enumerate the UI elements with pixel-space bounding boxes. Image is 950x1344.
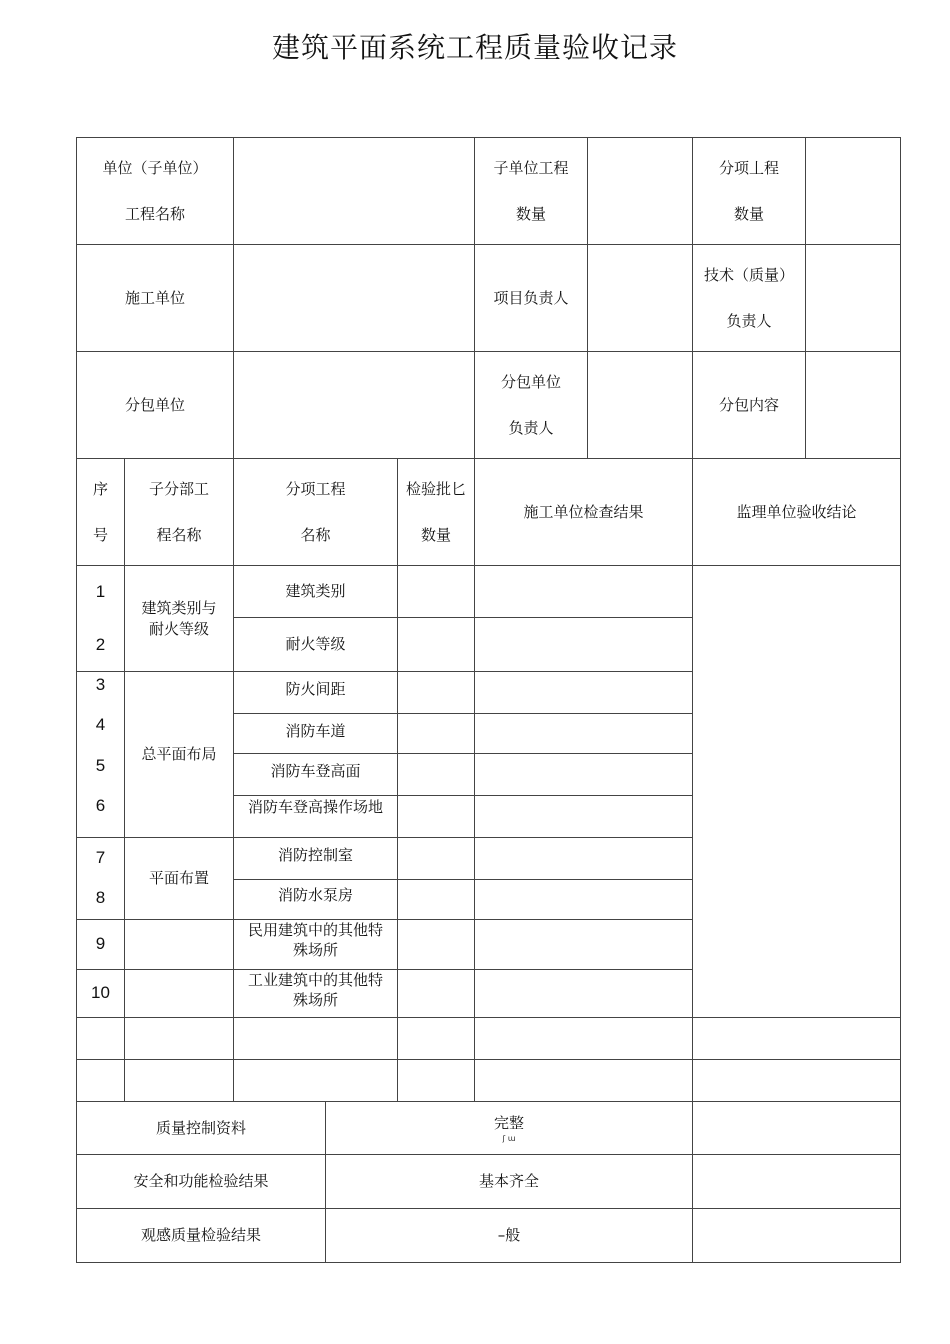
item-count-label: [693, 138, 805, 244]
safety-results-value[interactable]: 基本齐全: [478, 1172, 539, 1191]
item-name: 消防车登高操作场地: [247, 797, 383, 816]
col-acceptance-header: 监理单位验收结论: [736, 502, 857, 521]
project-manager-value[interactable]: [588, 245, 692, 351]
item-name-line2: 殊场所: [292, 941, 338, 959]
item-name: 消防车登高面: [270, 761, 361, 780]
tech-manager-label: [693, 245, 805, 351]
sub-content-value[interactable]: [806, 352, 900, 458]
col-batch-header: [398, 459, 474, 565]
item-name: 建筑类别: [285, 582, 346, 601]
quality-docs-value-text: 完整: [493, 1113, 524, 1132]
col-subdivision-header: [125, 459, 233, 565]
sub-manager-label-line2: 负责人: [508, 419, 554, 437]
col-seq-header: [77, 459, 124, 565]
subcontractor-value[interactable]: [234, 352, 474, 458]
item-name: 耐火等级: [285, 635, 346, 654]
tech-manager-label-line1: 技术（质量）: [703, 265, 794, 284]
unit-name-value[interactable]: [234, 138, 474, 244]
appearance-value[interactable]: –般: [497, 1226, 521, 1245]
col-item-header: [234, 459, 397, 565]
item-count-label-line1: 分项丄程: [718, 158, 779, 177]
col-item-header-line1: 分项工程: [285, 479, 346, 498]
sub-unit-count-label: [475, 138, 587, 244]
col-check-result-header: 施工单位检查结果: [523, 502, 644, 521]
tech-manager-value[interactable]: [806, 245, 900, 351]
row-number: 1: [95, 581, 106, 601]
col-batch-header-line1: 检验批匕: [405, 479, 466, 498]
item-name: 消防车道: [285, 721, 346, 740]
row-number: 9: [95, 934, 106, 954]
col-seq-header-line2: 号: [92, 526, 108, 544]
group-site-layout: 总平面布局: [141, 745, 217, 764]
sub-manager-label-line1: 分包单位: [500, 372, 561, 391]
row-number: 8: [95, 887, 106, 907]
construction-unit-label: 施工单位: [124, 288, 185, 307]
sub-unit-count-value[interactable]: [588, 138, 692, 244]
group-building-category-line2: 耐火等级: [148, 619, 209, 638]
unit-name-label-line1: 单位（子单位）: [102, 158, 208, 177]
col-batch-header-line2: 数量: [420, 526, 451, 544]
row-number: 3: [95, 674, 106, 694]
col-subdivision-header-line1: 子分部工: [148, 479, 209, 498]
row-number: 10: [91, 983, 110, 1003]
item-name: 消防控制室: [277, 845, 353, 864]
sub-unit-count-label-line1: 子单位工程: [493, 158, 569, 177]
item-name-line1: 民用建筑中的其他特: [247, 920, 383, 939]
item-name: [234, 970, 397, 1010]
item-name: 消防水泵房: [277, 885, 353, 904]
page-title: 建筑平面系统工程质量验收记录: [271, 31, 678, 64]
construction-unit-value[interactable]: [234, 245, 474, 351]
quality-docs-value[interactable]: [326, 1102, 692, 1154]
project-manager-label: 项目负责人: [493, 288, 569, 307]
unit-name-label: [77, 138, 233, 244]
group-building-category-line1: 建筑类别与: [141, 599, 217, 618]
sub-manager-value[interactable]: [588, 352, 692, 458]
col-item-header-line2: 名称: [300, 526, 331, 544]
row-number: 7: [95, 847, 106, 867]
row-number: 5: [95, 755, 106, 775]
row-number: 4: [95, 714, 106, 734]
sub-manager-label: [475, 352, 587, 458]
sub-content-label: 分包内容: [718, 395, 779, 414]
row-number: 2: [95, 634, 106, 654]
group-building-category: [125, 566, 233, 671]
row-number: 6: [95, 795, 106, 815]
group-floor-layout: 平面布置: [148, 869, 209, 888]
col-subdivision-header-line2: 程名称: [156, 526, 202, 544]
safety-results-label: 安全和功能检验结果: [133, 1172, 269, 1191]
item-name: 防火间距: [285, 679, 346, 698]
unit-name-label-line2: 工程名称: [124, 205, 185, 223]
appearance-label: 观感质量检验结果: [140, 1226, 261, 1245]
tech-manager-label-line2: 负责人: [726, 312, 772, 330]
item-count-value[interactable]: [806, 138, 900, 244]
quality-docs-mark: ʃ ɯ: [502, 1134, 516, 1144]
item-count-label-line2: 数量: [733, 205, 764, 223]
col-seq-header-line1: 序: [92, 479, 108, 498]
sub-unit-count-label-line2: 数量: [515, 205, 546, 223]
quality-docs-label: 质量控制资料: [155, 1118, 246, 1137]
item-name-line2: 殊场所: [292, 991, 338, 1009]
subcontractor-label: 分包单位: [124, 395, 185, 414]
item-name-line1: 工业建筑中的其他特: [247, 970, 383, 989]
item-name: [234, 920, 397, 960]
